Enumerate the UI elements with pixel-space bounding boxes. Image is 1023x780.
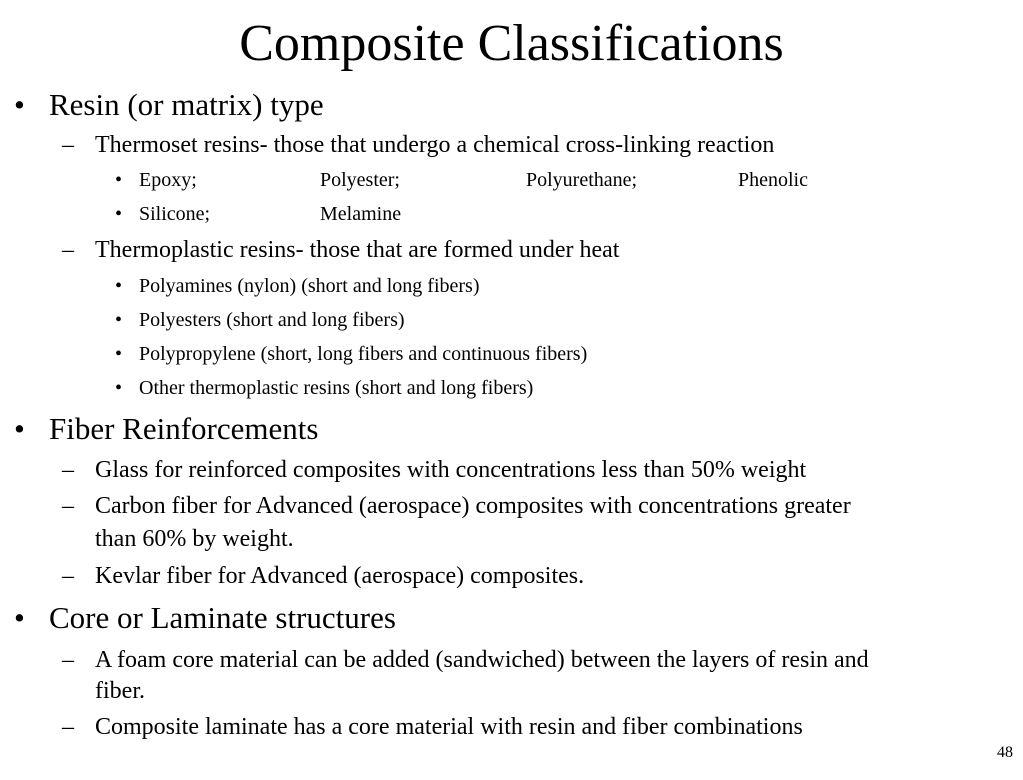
thermoset-item-epoxy: Epoxy;	[139, 169, 197, 191]
thermoset-item-polyester: Polyester;	[320, 169, 400, 191]
thermoset-item-silicone: Silicone;	[139, 203, 211, 225]
dash-marker: –	[62, 647, 74, 673]
core-item-foam: A foam core material can be added (sandwiched) between the layers of resin and	[95, 647, 869, 673]
dash-marker: –	[62, 237, 74, 263]
bullet-marker: •	[115, 169, 123, 191]
core-item-foam-continued: fiber.	[95, 678, 145, 704]
thermoplastic-item: Polyesters (short and long fibers)	[139, 309, 405, 331]
heading-fiber-reinforcements: Fiber Reinforcements	[49, 411, 319, 446]
thermoplastic-item: Other thermoplastic resins (short and long fibers)	[139, 377, 534, 399]
dash-marker: –	[62, 132, 74, 158]
heading-resin-type: Resin (or matrix) type	[49, 87, 324, 122]
fiber-item-carbon: Carbon fiber for Advanced (aerospace) composites with concentrations greater	[95, 493, 851, 519]
bullet-marker: •	[14, 411, 25, 446]
fiber-item-glass: Glass for reinforced composites with concentrations less than 50% weight	[95, 457, 807, 483]
dash-marker: –	[62, 714, 74, 740]
core-item-laminate: Composite laminate has a core material with resin and fiber combinations	[95, 714, 803, 740]
bullet-marker: •	[14, 600, 25, 635]
dash-marker: –	[62, 493, 74, 519]
bullet-marker: •	[115, 309, 123, 331]
thermoplastic-item: Polypropylene (short, long fibers and continuous fibers)	[139, 343, 588, 365]
dash-marker: –	[62, 457, 74, 483]
thermoplastic-item: Polyamines (nylon) (short and long fibers)	[139, 275, 480, 297]
bullet-marker: •	[115, 343, 123, 365]
fiber-item-carbon-continued: than 60% by weight.	[95, 526, 294, 552]
heading-core-laminate: Core or Laminate structures	[49, 600, 396, 635]
bullet-marker: •	[115, 275, 123, 297]
thermoset-item-melamine: Melamine	[320, 203, 402, 225]
thermoset-line: Thermoset resins- those that undergo a chemical cross-linking reaction	[95, 132, 775, 158]
dash-marker: –	[62, 563, 74, 589]
thermoplastic-line: Thermoplastic resins- those that are formed under heat	[95, 237, 620, 263]
thermoset-item-polyurethane: Polyurethane;	[526, 169, 638, 191]
bullet-marker: •	[14, 87, 25, 122]
thermoset-item-phenolic: Phenolic	[738, 169, 808, 191]
slide-title: Composite Classifications	[239, 15, 784, 72]
page-number: 48	[997, 744, 1013, 761]
bullet-marker: •	[115, 377, 123, 399]
bullet-marker: •	[115, 203, 123, 225]
fiber-item-kevlar: Kevlar fiber for Advanced (aerospace) composites.	[95, 563, 585, 589]
